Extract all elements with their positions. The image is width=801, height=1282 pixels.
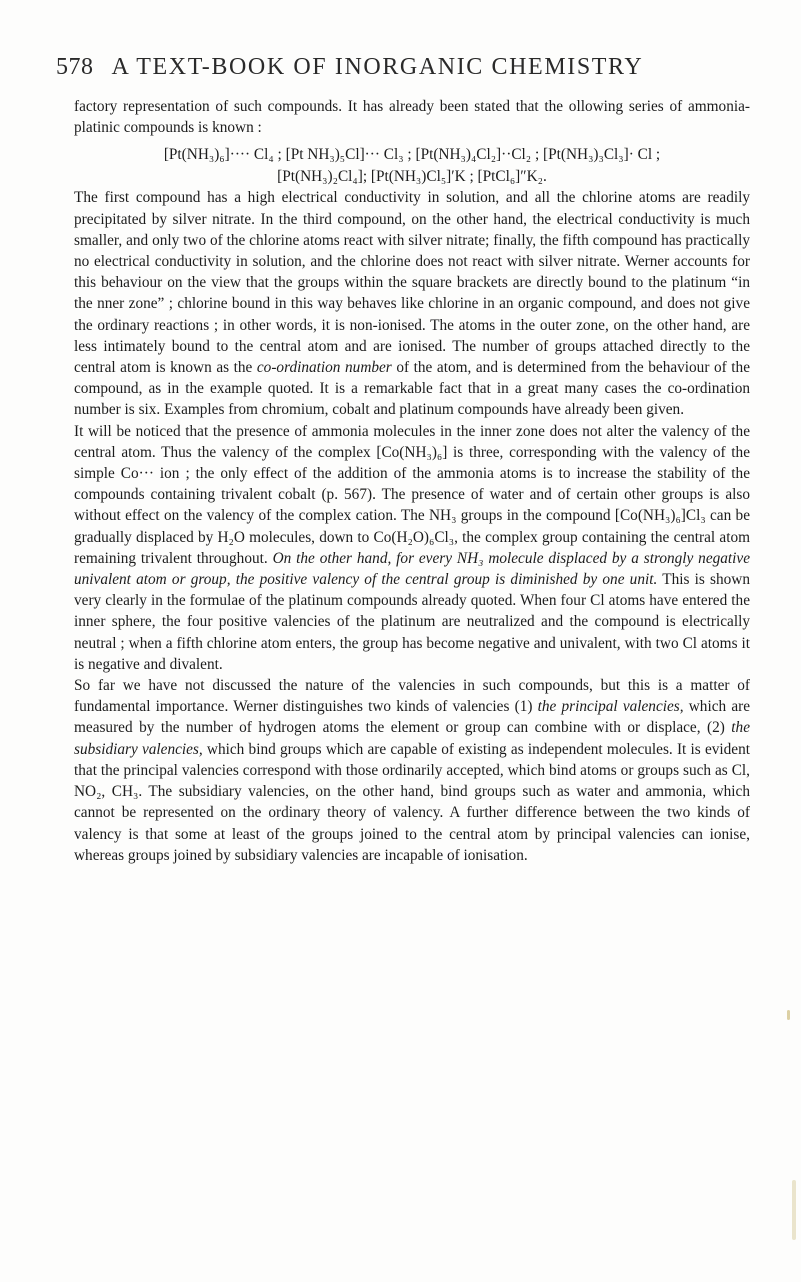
intro-paragraph: factory representation of such compounds. It has already been stated that the ollowing series of ammonia-platinic compounds is known : [74,98,750,137]
valency-rule-emphasis: On the other hand, for every NH₃ molecule displaced by a strongly negative univalent atom or group, the positive valency of the central group is diminished by one unit. [74,549,751,589]
paper-blemish [787,1010,790,1020]
page-header [56,54,746,94]
paragraph-conductivity [74,187,750,420]
co-ordination-number-term: co-ordination number [256,359,392,377]
paragraph-valency-text-a: It will be noticed that the presence of ammonia molecules in the inner zone does not alter the valency of the central atom. Thus the valency of the complex [Co(NH₃)₆] is three, corresponding with the valency of the simple Co··· ion ; the only effect of the addition of the ammonia atoms is to increase the stability of the compounds containing trivalent cobalt (p. 567). The presence of water and of certain other groups is also without effect on the valency of the complex cation. The NH₃ groups in the compound [Co(NH₃)₆]Cl₃ can be gradually displaced by H₂O molecules, down to Co(H₂O)₆Cl₃, the complex group containing the central atom remaining trivalent throughout. [74,422,750,567]
paragraph-conductivity-text-a: The first compound has a high electrical conductivity in solution, and all the chlorine atoms are readily precipitated by silver nitrate. In the third compound, on the other hand, the electrical conductivity is much smaller, and only two of the chlorine atoms react with silver nitrate; finally, the fifth compound has practically no electrical conductivity in solution, and the chlorine does not react with silver nitrate. Werner accounts for this behaviour on the view that the groups within the square brackets are directly bound to the platinum “in the nner zone” ; chlorine bound in this way behaves like chlorine in an organic compound, and does not give the ordinary reactions ; in other words, it is non-ionised. The atoms in the outer zone, on the other hand, are less intimately bound to the central atom and are ionised. The number of groups attached directly to the central atom is known as the [74,189,750,377]
paragraph-principal-text-a: So far we have not discussed the nature of the valencies in such compounds, but this is a matter of fundamental importance. Werner distinguishes two kinds of valencies (1) [74,677,750,716]
formula-line-2: [Pt(NH₃)₂Cl₄]; [Pt(NH₃)Cl₅]′K ; [PtCl₆]″K₂. [277,167,547,185]
paragraph-principal-subsidiary [74,675,750,866]
paper-blemish-edge [792,1180,796,1240]
paragraph-valency-text-b: This is shown very clearly in the formulae of the platinum compounds already quoted. When four Cl atoms have entered the inner sphere, the four positive valencies of the platinum are neutralized and the compound is electrically neutral ; when a fifth chlorine atom enters, the group has become negative and univalent, with two Cl atoms it is negative and divalent. [74,571,750,673]
paragraph-valency [74,421,750,675]
principal-valencies-term: the principal valencies, [537,698,684,716]
page-number: 578 [56,54,94,80]
formula-line-1: [Pt(NH₃)₆]···· Cl₄ ; [Pt NH₃)₅Cl]··· Cl₃ ; [Pt(NH₃)₄Cl₂]··Cl₂ ; [Pt(NH₃)₃Cl₃]· Cl ; [163,146,661,164]
formula-series [74,144,750,187]
subsidiary-valencies-term: the subsidiary valencies, [74,719,750,758]
running-title: A TEXT-BOOK OF INORGANIC CHEMISTRY [111,54,644,80]
paragraph-principal-text-c: which bind groups which are capable of existing as independent molecules. It is evident that the principal valencies correspond with those ordinarily accepted, which bind atoms or groups such as Cl, NO₂, CH₃. The subsidiary valencies, on the other hand, bind groups such as water and ammonia, which cannot be represented on the ordinary theory of valency. A further difference between the two kinds of valency is that some at least of the groups joined to the central atom by principal valencies can ionise, whereas groups joined by subsidiary valencies are incapable of ionisation. [74,740,750,864]
body-text [74,96,750,866]
paragraph-principal-text-b: which are measured by the number of hydrogen atoms the element or group can combine with or displace, (2) [74,698,751,737]
paragraph-conductivity-text-b: of the atom, and is determined from the behaviour of the compound, as in the example quoted. It is a remarkable fact that in a great many cases the co-ordination number is six. Examples from chromium, cobalt and platinum compounds have already been given. [74,359,750,419]
